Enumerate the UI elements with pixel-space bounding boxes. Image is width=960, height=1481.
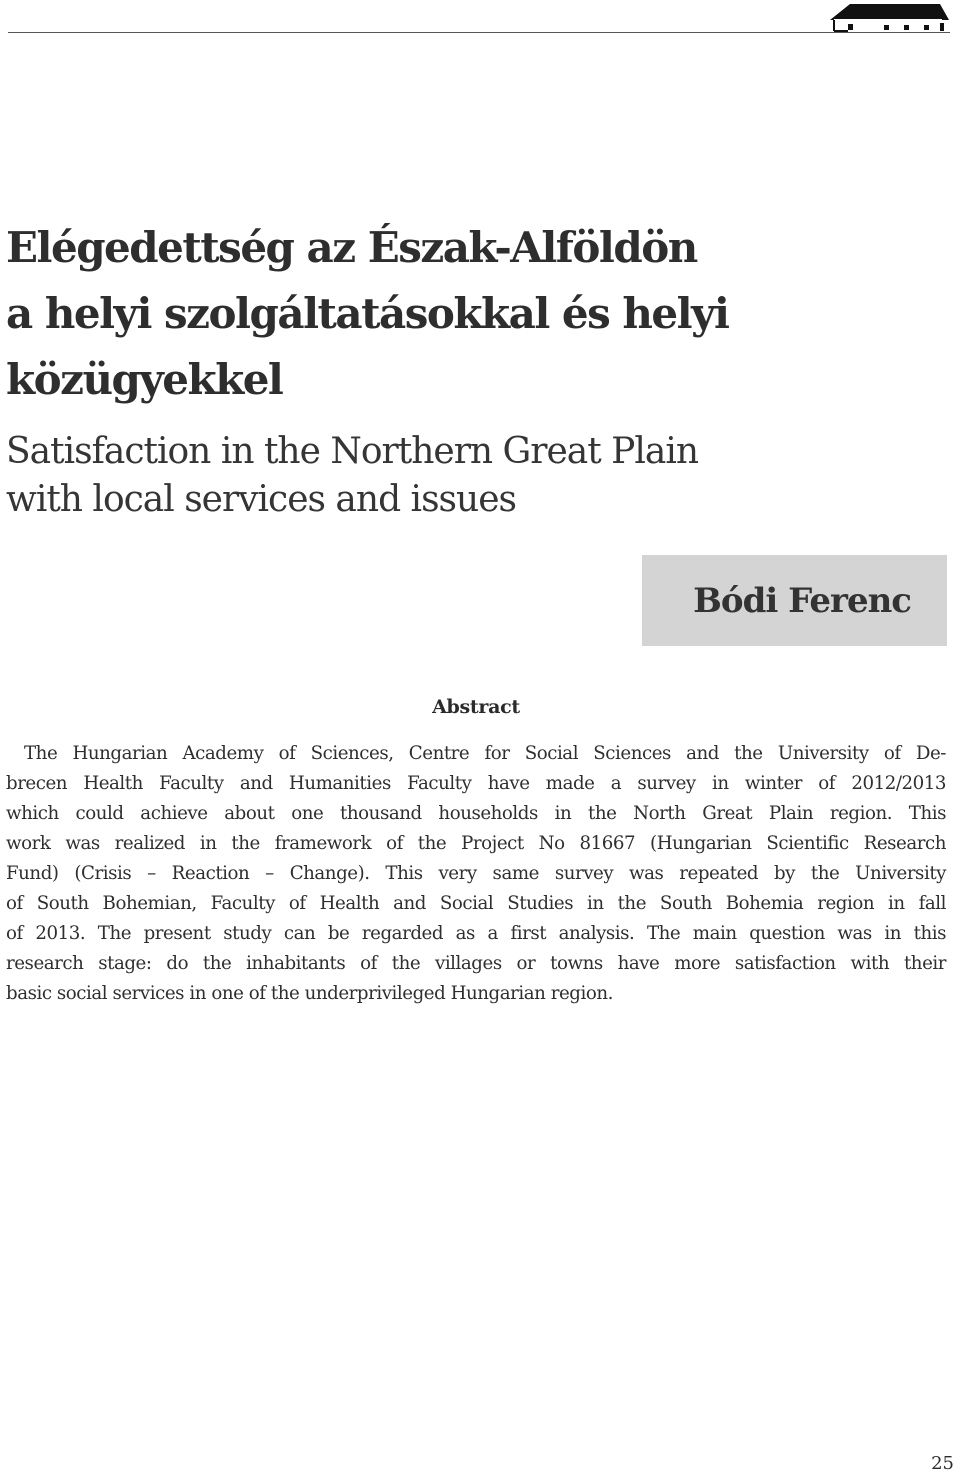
title-en-line: with local services and issues [6,479,516,520]
abstract-line: of South Bohemian, Faculty of Health and Social Studies in the South Bohemia region in fall [6,893,946,914]
abstract-body [6,739,946,1009]
abstract-line: brecen Health Faculty and Humanities Faculty have made a survey in winter of 2012/2013 [6,773,946,794]
abstract-line: research stage: do the inhabitants of the villages or towns have more satisfaction with their [6,953,946,974]
page-number: 25 [931,1453,954,1474]
farmhouse-icon [828,0,950,34]
abstract-line: Fund) (Crisis – Reaction – Change). This very same survey was repeated by the University [6,863,946,884]
abstract-line: which could achieve about one thousand households in the North Great Plain region. This [6,803,946,824]
title-en-line: Satisfaction in the Northern Great Plain [6,431,699,472]
abstract-line: work was realized in the framework of the Project No 81667 (Hungarian Scientific Research [6,833,946,854]
title-hu-line: Elégedettség az Észak-Alföldön [6,223,697,272]
author-name: Bódi Ferenc [693,580,911,621]
header-rule [8,32,950,33]
abstract-line: basic social services in one of the underprivileged Hungarian region. [6,983,613,1004]
abstract-line: of 2013. The present study can be regarded as a first analysis. The main question was in this [6,923,946,944]
title-hu-line: a helyi szolgáltatásokkal és helyi [6,289,729,338]
abstract-line: The Hungarian Academy of Sciences, Centre for Social Sciences and the University of De- [24,743,946,764]
abstract-heading: Abstract [432,696,520,718]
author-box [642,555,947,646]
title-hu-line: közügyekkel [6,355,283,404]
paper-title-english [6,428,936,524]
paper-title-hungarian [6,215,936,413]
